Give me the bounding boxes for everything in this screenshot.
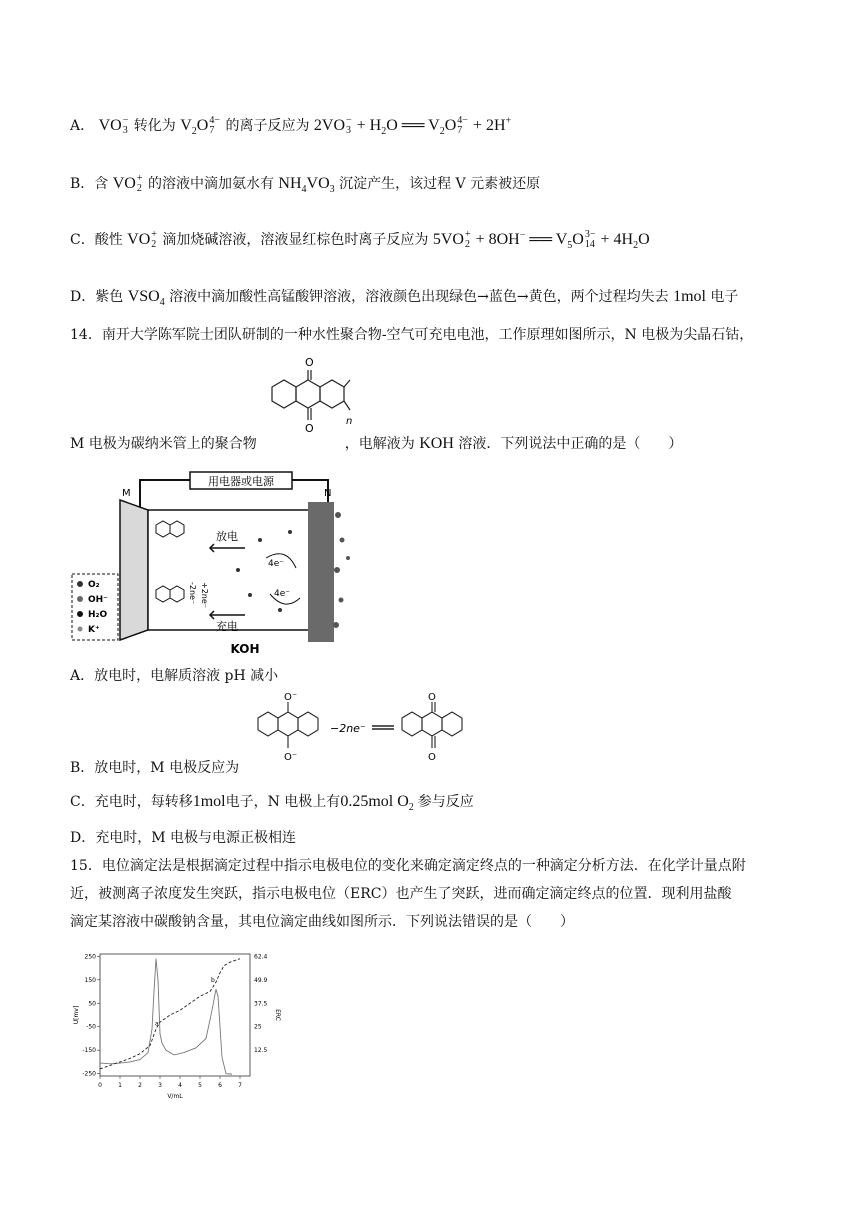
svg-text:O₂: O₂ bbox=[88, 580, 100, 590]
svg-text:O: O bbox=[305, 356, 314, 369]
discharge-label: 放电 bbox=[216, 530, 238, 543]
plot-frame bbox=[100, 954, 250, 1076]
y-left-tick-label: 250 bbox=[84, 953, 96, 961]
series-line-0 bbox=[100, 959, 232, 1074]
y-left-tick-label: -50 bbox=[86, 1023, 96, 1031]
y-right-tick-label: 12.5 bbox=[254, 1047, 268, 1055]
battery-diagram bbox=[70, 470, 390, 660]
titration-chart bbox=[70, 946, 290, 1106]
q14-stem-line1: 14．南开大学陈军院士团队研制的一种水性聚合物-空气可充电电池，工作原理如图所示，N 电极为尖晶石钴， bbox=[70, 327, 754, 343]
svg-text:O⁻: O⁻ bbox=[284, 692, 298, 703]
svg-text:OH⁻: OH⁻ bbox=[88, 595, 108, 605]
svg-text:O⁻: O⁻ bbox=[284, 752, 298, 763]
y-left-tick-label: 150 bbox=[84, 976, 96, 984]
q15-stem-line1: 15．电位滴定法是根据滴定过程中指示电极电位的变化来确定滴定终点的一种滴定分析方法．在化学计量点附 bbox=[70, 858, 746, 874]
svg-text:O: O bbox=[428, 692, 436, 703]
x-axis-label: V/mL bbox=[167, 1093, 183, 1100]
x-tick-label: 0 bbox=[98, 1082, 102, 1089]
svg-text:4e⁻: 4e⁻ bbox=[274, 589, 291, 599]
svg-text:−2ne⁻: −2ne⁻ bbox=[330, 722, 366, 735]
svg-text:+2ne⁻: +2ne⁻ bbox=[200, 582, 209, 609]
q15-stem-line3: 滴定某溶液中碳酸钠含量，其电位滴定曲线如图所示．下列说法错误的是（ ） bbox=[70, 914, 574, 930]
q14-option-d: D．充电时，M 电极与电源正极相连 bbox=[70, 830, 297, 846]
q15-stem-line2: 近，被测离子浓度发生突跃，指示电极电位（ERC）也产生了突跃，进而确定滴定终点的位置．现利用盐酸 bbox=[70, 886, 732, 902]
x-tick-label: 6 bbox=[218, 1082, 222, 1089]
svg-text:H₂O: H₂O bbox=[88, 610, 108, 620]
x-tick-label: 7 bbox=[238, 1082, 242, 1089]
svg-text:4e⁻: 4e⁻ bbox=[268, 559, 285, 569]
x-tick-label: 5 bbox=[198, 1082, 202, 1089]
q14-option-b: B．放电时，M 电极反应为 bbox=[70, 760, 240, 776]
y-left-tick-label: -250 bbox=[82, 1070, 96, 1078]
y-left-tick-label: 50 bbox=[88, 1000, 96, 1008]
n-electrode bbox=[308, 502, 350, 642]
y-left-axis-label: U[mv] bbox=[73, 1005, 80, 1025]
cell-body bbox=[120, 500, 148, 640]
y-right-tick-label: 37.5 bbox=[254, 1000, 268, 1008]
q13-option-b: B．含 VO + 2 的溶液中滴加氨水有 $NH_4VO_3$ 沉淀产生，该过程 V 元素被还原 bbox=[70, 173, 541, 196]
option-b-reaction bbox=[252, 690, 492, 770]
x-tick-label: 2 bbox=[138, 1082, 142, 1089]
q14-option-c: C．充电时，每转移1mol电子，N 电极上有0.25mol $O_2$ 参与反应 bbox=[70, 793, 474, 814]
y-right-tick-label: 62.4 bbox=[254, 953, 268, 961]
q14-stem-line2: M 电极为碳纳米管上的聚合物 ，电解液为 KOH 溶液．下列说法中正确的是（ ） bbox=[70, 435, 683, 452]
m-label: M bbox=[122, 488, 131, 499]
annotation-a: a bbox=[155, 1020, 159, 1028]
svg-text:O: O bbox=[305, 422, 314, 435]
svg-text:K⁺: K⁺ bbox=[88, 625, 100, 635]
svg-text:-2ne⁻: -2ne⁻ bbox=[188, 582, 197, 605]
x-tick-label: 3 bbox=[158, 1082, 162, 1089]
anthraquinone-polymer-structure bbox=[262, 352, 352, 442]
electrolyte-label: KOH bbox=[230, 642, 260, 656]
charge-label: 充电 bbox=[216, 620, 238, 633]
svg-text:n: n bbox=[346, 416, 353, 427]
y-right-tick-label: 25 bbox=[254, 1023, 262, 1031]
device-label: 用电器或电源 bbox=[208, 475, 274, 488]
x-tick-label: 1 bbox=[118, 1082, 122, 1089]
y-right-axis-label: ERC bbox=[274, 1009, 281, 1021]
q14-option-a: A．放电时，电解质溶液 pH 减小 bbox=[70, 668, 279, 684]
y-right-tick-label: 49.9 bbox=[254, 976, 268, 984]
q13-option-d: D．紫色 $VSO_4$ 溶液中滴加酸性高锰酸钾溶液，溶液颜色出现绿色→蓝色→黄色，两个过程均失去 1mol 电子 bbox=[70, 288, 739, 309]
annotation-b: b bbox=[211, 977, 215, 985]
svg-text:O: O bbox=[428, 752, 436, 763]
n-label: N bbox=[324, 488, 332, 499]
q13-option-a: A． VO − 3 转化为 $V_2O$ 4− 7 的离子反应为 2VO − 3 + $H_2O$ ══ $V_2O$ 4− 7 + 2H+ bbox=[70, 115, 512, 138]
x-tick-label: 4 bbox=[178, 1082, 182, 1089]
q13-option-c: C．酸性 VO + 2 滴加烧碱溶液，溶液显红棕色时离子反应为 5VO + 2 + 8OH− ══ $V_5O$ 3− 14 + $4H_2O$ bbox=[70, 229, 650, 252]
y-left-tick-label: -150 bbox=[82, 1047, 96, 1055]
